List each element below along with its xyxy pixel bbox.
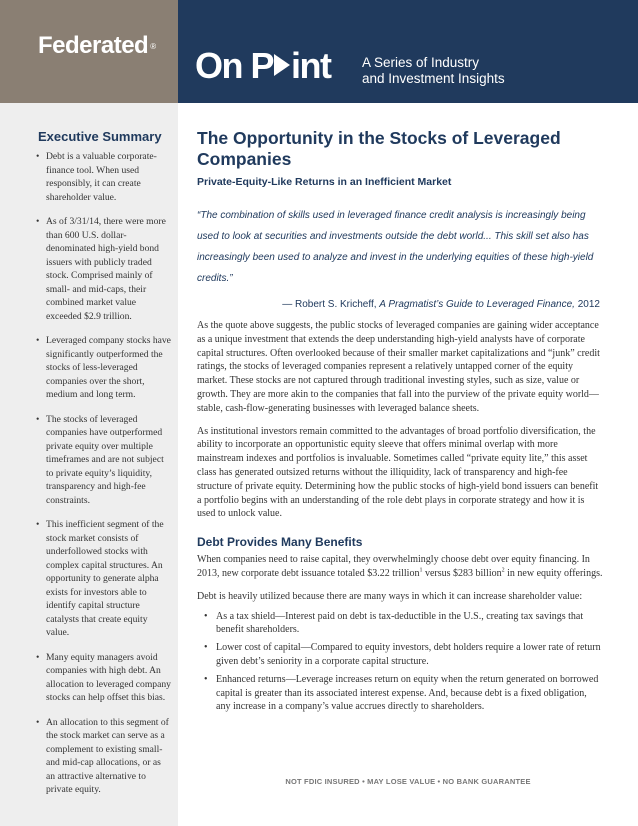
summary-bullet: • The stocks of leveraged companies have outperformed private equity over multiple timeframes and are not subject to private equity’s liquidity, transparency and high-fee constraints.	[36, 413, 172, 508]
benefits-list	[197, 610, 603, 715]
federated-logo	[38, 32, 156, 60]
body-paragraph-2: As institutional investors remain committed to the advantages of broad portfolio diversification, the ability to incorporate an opportunistic equity sleeve that offers minimal overlap with more mainstream indexes and portfolios is invaluable. Sometimes called “private equity lite,” this asset class has generated outsized returns without the illiquidity, lack of transparency and high-fee structure of private equity. Determining how the public stocks of high-yield bond issuers can benefit a portfolio begins with an understanding of the role debt plays in corporate strategy and how it is used to unlock value.	[197, 425, 599, 520]
opening-quote: “The combination of skills used in leveraged finance credit analysis is increasingly being used to look at securities and investments outside the debt world... This skill set also has increasingly been used to analyze and invest in the underlying equities of these high-yield credits.”	[197, 210, 594, 284]
disclaimer-footer: NOT FDIC INSURED • MAY LOSE VALUE • NO BANK GUARANTEE	[285, 777, 531, 786]
brand-text-end: int	[291, 45, 331, 86]
summary-bullet: • Debt is a valuable corporate-finance tool. When used responsibly, it can create shareholder value.	[36, 150, 172, 204]
body-paragraph-4: Debt is heavily utilized because there are many ways in which it can increase shareholder value:	[197, 590, 583, 602]
summary-bullet: • Many equity managers avoid companies with high debt. An allocation to leveraged company stocks can help offset this bias.	[36, 651, 172, 705]
series-tagline	[362, 55, 505, 87]
summary-bullet: • An allocation to this segment of the stock market can serve as a complement to existing small- and mid-cap allocations, or as an attractive alternative to private equity.	[36, 716, 172, 797]
summary-bullet: • Leveraged company stocks have significantly outperformed the stocks of less-leveraged companies over the short, medium and long term.	[36, 334, 172, 402]
footnote-ref-2[interactable]: 2	[501, 567, 505, 574]
quote-attribution	[197, 299, 603, 310]
article-title: The Opportunity in the Stocks of Leveraged Companies	[197, 128, 561, 169]
benefit-bullet: • Lower cost of capital—Compared to equity investors, debt holders require a lower rate of return given debt’s seniority in a corporate capital structure.	[197, 641, 603, 669]
play-icon	[274, 54, 290, 76]
body-paragraph-3	[197, 553, 603, 581]
series-line-2: and Investment Insights	[362, 71, 505, 86]
series-line-1: A Series of Industry	[362, 55, 480, 70]
executive-summary-title: Executive Summary	[38, 129, 162, 144]
benefit-bullet: • Enhanced returns—Leverage increases return on equity when the return generated on borrowed capital is greater than its associated interest expense. And, because debt is a fixed obligation, any increase in a company’s value accrues directly to shareholders.	[197, 673, 603, 714]
summary-bullet: • As of 3/31/14, there were more than 600 U.S. dollar-denominated high-yield bond issuers with publicly traded stock. Comprised mainly of small- and mid-caps, their combined market value exceeded $2.9 trillion.	[36, 215, 172, 323]
attribution-source: A Pragmatist’s Guide to Leveraged Finance,	[379, 299, 575, 310]
para3-text-c: in new equity offerings.	[504, 567, 603, 579]
attribution-author: — Robert S. Kricheff,	[282, 299, 380, 310]
on-point-brand	[195, 45, 331, 86]
registered-mark: ®	[150, 42, 156, 51]
attribution-year: 2012	[574, 299, 600, 310]
para3-text-a: When companies need to raise capital, they overwhelmingly choose debt over equity financing. In 2013, new corporate debt issuance totaled $3.22 trillion	[197, 554, 590, 579]
brand-text-start: On P	[195, 45, 274, 86]
main-article	[197, 128, 603, 718]
article-subtitle: Private-Equity-Like Returns in an Inefficient Market	[197, 176, 452, 188]
section-heading: Debt Provides Many Benefits	[197, 535, 363, 550]
footnote-ref-1[interactable]: 1	[419, 567, 423, 574]
body-paragraph-1: As the quote above suggests, the public stocks of leveraged companies are gaining wider acceptance as a unique investment that extends the deep understanding high-yield analysts have of corporate capital structures. Often overlooked because of their smaller market capitalizations and “junk” credit ratings, the stocks of leveraged companies represent a relatively untapped corner of the equity market. These stocks are not captured through traditional investing styles, such as size, value or growth. They are more akin to the companies that fall into the purview of the private equity world—stable, cash-flow-generating businesses with leveraged balance sheets.	[197, 320, 600, 414]
summary-bullet: • This inefficient segment of the stock market consists of underfollowed stocks with complex capital structures. An opportunity to generate alpha exists for investors able to identify capital structure catalysts that create equity value.	[36, 518, 172, 640]
para3-text-b: versus $283 billion	[422, 567, 502, 579]
benefit-bullet: • As a tax shield—Interest paid on debt is tax-deductible in the U.S., creating tax savings that benefit shareholders.	[197, 610, 603, 638]
executive-summary-list	[36, 150, 172, 808]
logo-text: Federated	[38, 32, 149, 59]
